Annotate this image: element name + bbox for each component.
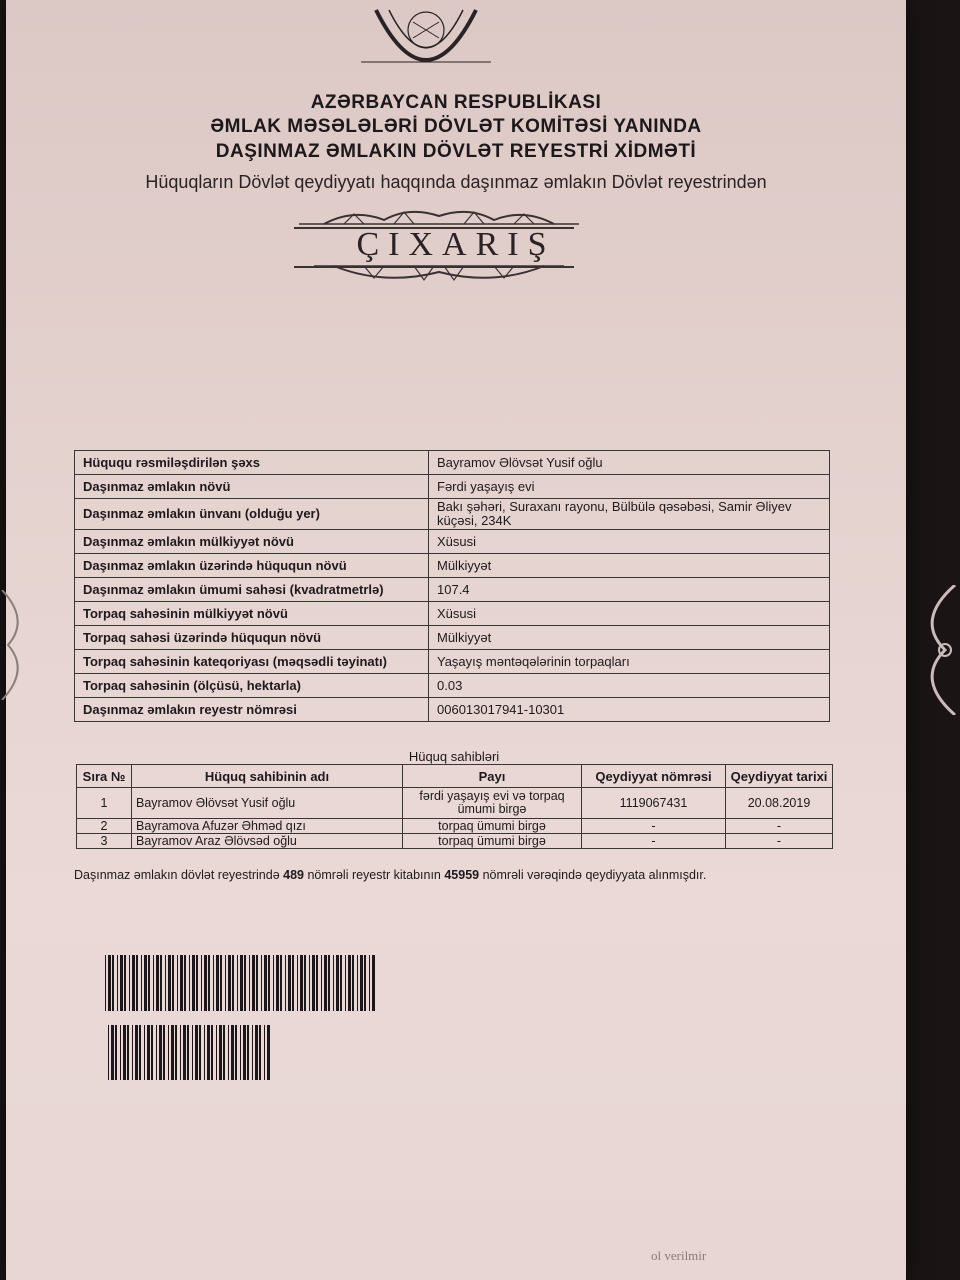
owner-reg-date: -: [726, 819, 833, 834]
stamp-text: ol verilmir: [651, 1248, 707, 1263]
info-label: Daşınmaz əmlakın reyestr nömrəsi: [75, 698, 429, 722]
info-row: [75, 578, 830, 602]
header-line-2: ƏMLAK MƏSƏLƏLƏRİ DÖVLƏT KOMİTƏSİ YANINDA: [210, 116, 702, 137]
info-label: Daşınmaz əmlakın ünvanı (olduğu yer): [75, 499, 429, 530]
owner-name: Bayramova Afuzər Əhməd qızı: [132, 819, 403, 834]
header-line-3: DAŞINMAZ ƏMLAKIN DÖVLƏT REYESTRİ XİDMƏTİ: [215, 141, 697, 162]
state-emblem-icon: [351, 0, 501, 80]
info-label: Daşınmaz əmlakın mülkiyyət növü: [75, 530, 429, 554]
note-sheet-number: 45959: [444, 868, 480, 882]
owners-header-cell: Sıra №: [77, 765, 132, 788]
owners-caption: Hüquq sahibləri: [408, 749, 500, 764]
owner-reg-number: 1119067431: [582, 788, 726, 819]
info-value: Xüsusi: [429, 530, 830, 554]
owners-header-cell: Qeydiyyat nömrəsi: [582, 765, 726, 788]
note-book-number: 489: [283, 868, 304, 882]
info-row: [75, 554, 830, 578]
note-text-3: nömrəli vərəqində qeydiyyata alınmışdır.: [482, 868, 707, 882]
info-value: Mülkiyyət: [429, 554, 830, 578]
barcode-icon: [105, 955, 375, 1011]
owner-share: fərdi yaşayış evi və torpaq ümumi birgə: [403, 788, 582, 819]
info-row: [75, 602, 830, 626]
owner-row: [77, 788, 833, 819]
owner-number: 1: [77, 788, 132, 819]
info-label: Torpaq sahəsinin mülkiyyət növü: [75, 602, 429, 626]
note-text-2: nömrəli reyestr kitabının: [307, 868, 441, 882]
barcode-icon: [108, 1025, 273, 1080]
owner-name: Bayramov Əlövsət Yusif oğlu: [132, 788, 403, 819]
info-label: Torpaq sahəsinin kateqoriyası (məqsədli təyinatı): [75, 650, 429, 674]
owner-reg-number: -: [582, 819, 726, 834]
info-label: Hüququ rəsmiləşdirilən şəxs: [75, 451, 429, 475]
info-row: [75, 530, 830, 554]
info-row: [75, 626, 830, 650]
owners-header-cell: Qeydiyyat tarixi: [726, 765, 833, 788]
info-label: Torpaq sahəsinin (ölçüsü, hektarla): [75, 674, 429, 698]
info-value: Xüsusi: [429, 602, 830, 626]
owner-reg-date: -: [726, 834, 833, 849]
info-value: 107.4: [429, 578, 830, 602]
note-text-1: Daşınmaz əmlakın dövlət reyestrində: [74, 868, 280, 882]
owner-row: [77, 834, 833, 849]
info-value: 006013017941-10301: [429, 698, 830, 722]
owners-header-cell: Hüquq sahibinin adı: [132, 765, 403, 788]
info-value: Mülkiyyət: [429, 626, 830, 650]
ornament-top-icon: [294, 202, 584, 228]
document-title: ÇIXARIŞ: [356, 226, 556, 263]
side-ornament-icon: [905, 585, 960, 715]
info-value: 0.03: [429, 674, 830, 698]
info-row: [75, 650, 830, 674]
info-label: Daşınmaz əmlakın üzərində hüququn növü: [75, 554, 429, 578]
info-label: Daşınmaz əmlakın ümumi sahəsi (kvadratmetrlə): [75, 578, 429, 602]
owners-table: [76, 764, 833, 849]
info-row: [75, 451, 830, 475]
info-label: Daşınmaz əmlakın növü: [75, 475, 429, 499]
info-row: [75, 475, 830, 499]
owner-reg-number: -: [582, 834, 726, 849]
info-value: Yaşayış məntəqələrinin torpaqları: [429, 650, 830, 674]
owners-header-row: [77, 765, 833, 788]
owner-reg-date: 20.08.2019: [726, 788, 833, 819]
document-sheet: [6, 0, 906, 1280]
registration-note: [74, 868, 764, 883]
info-row: [75, 499, 830, 530]
info-row: [75, 674, 830, 698]
header-line-1: AZƏRBAYCAN RESPUBLİKASI: [310, 92, 602, 113]
info-label: Torpaq sahəsi üzərində hüququn növü: [75, 626, 429, 650]
info-value: Fərdi yaşayış evi: [429, 475, 830, 499]
owners-header-cell: Payı: [403, 765, 582, 788]
owner-row: [77, 819, 833, 834]
property-info-table: [74, 450, 830, 722]
document-subtitle: Hüquqların Dövlət qeydiyyatı haqqında daşınmaz əmlakın Dövlət reyestrindən: [145, 172, 767, 192]
ornament-bottom-icon: [294, 262, 584, 286]
owner-name: Bayramov Araz Əlövsəd oğlu: [132, 834, 403, 849]
info-row: [75, 698, 830, 722]
side-ornament-icon: [0, 590, 40, 700]
info-value: Bakı şəhəri, Suraxanı rayonu, Bülbülə qəsəbəsi, Samir Əliyev küçəsi, 234K: [429, 499, 830, 530]
owner-share: torpaq ümumi birgə: [403, 834, 582, 849]
info-value: Bayramov Əlövsət Yusif oğlu: [429, 451, 830, 475]
owner-number: 2: [77, 819, 132, 834]
owner-share: torpaq ümumi birgə: [403, 819, 582, 834]
owner-number: 3: [77, 834, 132, 849]
